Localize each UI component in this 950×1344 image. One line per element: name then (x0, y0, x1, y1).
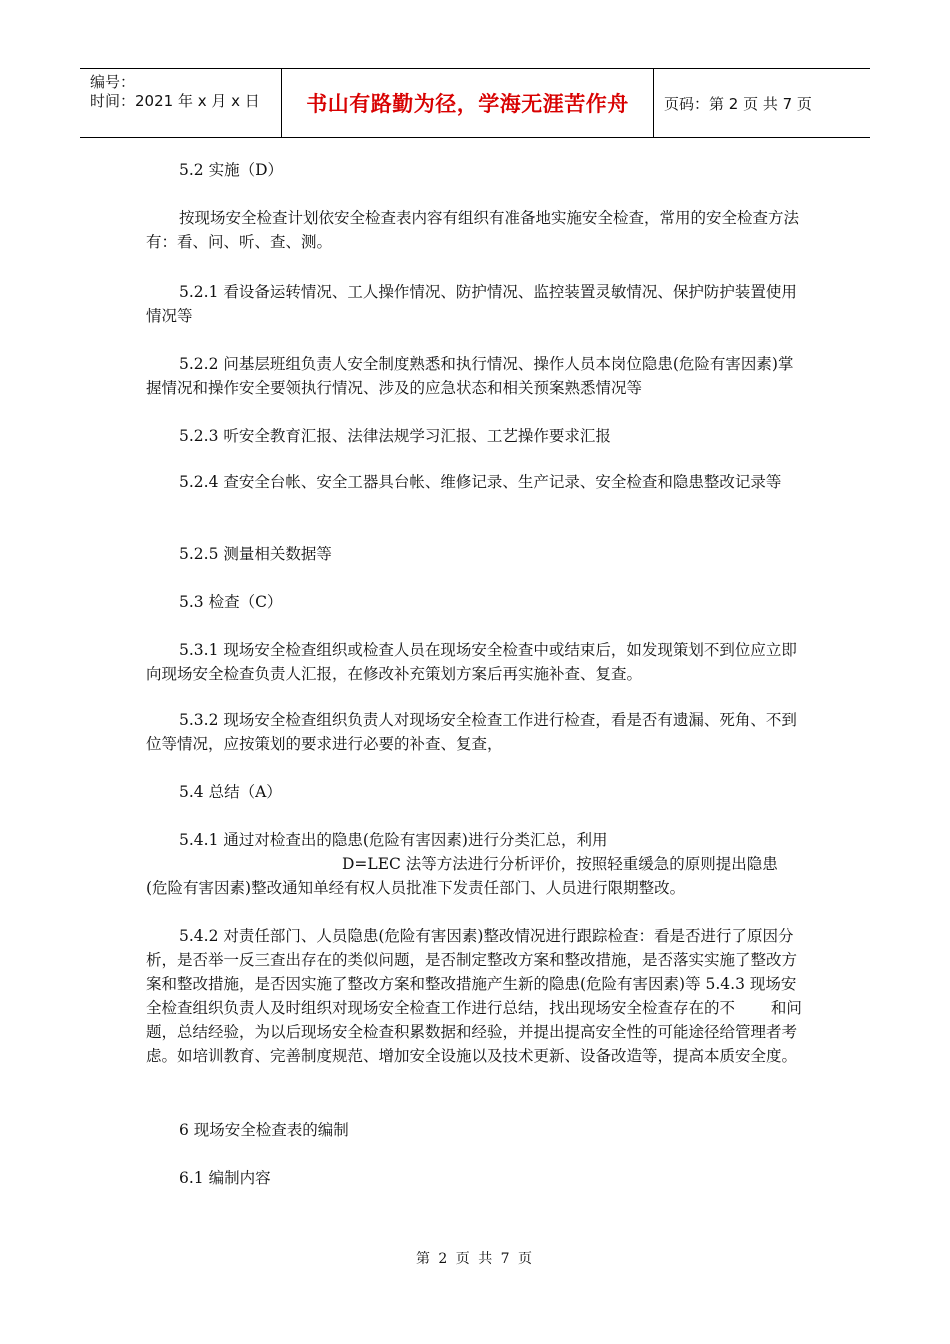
section-5-2-2: 5.2.2 问基层班组负责人安全制度熟悉和执行情况、操作人员本岗位隐患(危险有害因素)掌握情况和操作安全要领执行情况、涉及的应急状态和相关预案熟悉情况等 (146, 355, 794, 397)
doc-code-label: 编号： (90, 73, 136, 91)
section-5-2-4: 5.2.4 查安全台帐、安全工器具台帐、维修记录、生产记录、安全检查和隐患整改记录等 (179, 473, 782, 491)
section-5-4-1-line2: D=LEC 法等方法进行分析评价，按照轻重缓急的原则提出隐患 (342, 855, 778, 873)
section-5-4-1-line1: 5.4.1 通过对检查出的隐患(危险有害因素)进行分类汇总，利用 (179, 831, 608, 849)
page-footer: 第 2 页 共 7 页 (415, 1251, 535, 1267)
page-info-text: 页码：第 2 页 共 7 页 (664, 94, 812, 113)
section-5-4-2: 5.4.2 对责任部门、人员隐患(危险有害因素)整改情况进行跟踪检查：看是否进行了原因分析，是否举一反三查出存在的类似问题，是否制定整改方案和整改措施，是否落实实施了整改方案和整改措施，是否因实施了整改方案和整改措施产生新的隐患(危险有害因素)等 5.4.3 现场安全检查组织负责人及时组织对现场安全检查工作进行总结，找出现场安全检查存在的不 和问题，总结经验，为以后现场安全检查积累数据和经验，并提出提高安全性的可能途径给管理者考虑。如培训教育、完善制度规范、增加安全设施以及技术更新、设备改造等，提高本质安全度。 (146, 927, 802, 1065)
section-5-3-2: 5.3.2 现场安全检查组织负责人对现场安全检查工作进行检查，看是否有遗漏、死角、不到位等情况，应按策划的要求进行必要的补查、复查， (146, 711, 797, 753)
section-5-3-title: 5.3 检查（C） (179, 593, 283, 611)
section-5-2-title: 5.2 实施（D） (179, 161, 284, 179)
section-5-4-1-line3: (危险有害因素)整改通知单经有权人员批准下发责任部门、人员进行限期整改。 (146, 879, 686, 897)
section-6-title: 6 现场安全检查表的编制 (179, 1121, 349, 1139)
doc-time-label: 时间：2021 年 x 月 x 日 (90, 92, 260, 110)
page-header (80, 68, 870, 138)
section-5-2-3: 5.2.3 听安全教育汇报、法律法规学习汇报、工艺操作要求汇报 (179, 427, 611, 445)
header-motto-cell (282, 69, 654, 137)
header-page-info (654, 69, 870, 137)
section-5-3-1: 5.3.1 现场安全检查组织或检查人员在现场安全检查中或结束后，如发现策划不到位应立即向现场安全检查负责人汇报，在修改补充策划方案后再实施补查、复查。 (146, 641, 797, 683)
section-6-1-title: 6.1 编制内容 (179, 1169, 271, 1187)
section-5-4-title: 5.4 总结（A） (179, 783, 282, 801)
section-5-2-1: 5.2.1 看设备运转情况、工人操作情况、防护情况、监控装置灵敏情况、保护防护装置使用情况等 (146, 283, 797, 325)
section-5-2-text: 按现场安全检查计划依安全检查表内容有组织有准备地实施安全检查，常用的安全检查方法有：看、问、听、查、测。 (146, 209, 800, 251)
section-5-2-5: 5.2.5 测量相关数据等 (179, 545, 332, 563)
header-motto: 书山有路勤为径，学海无涯苦作舟 (306, 92, 629, 116)
header-meta (80, 69, 282, 137)
